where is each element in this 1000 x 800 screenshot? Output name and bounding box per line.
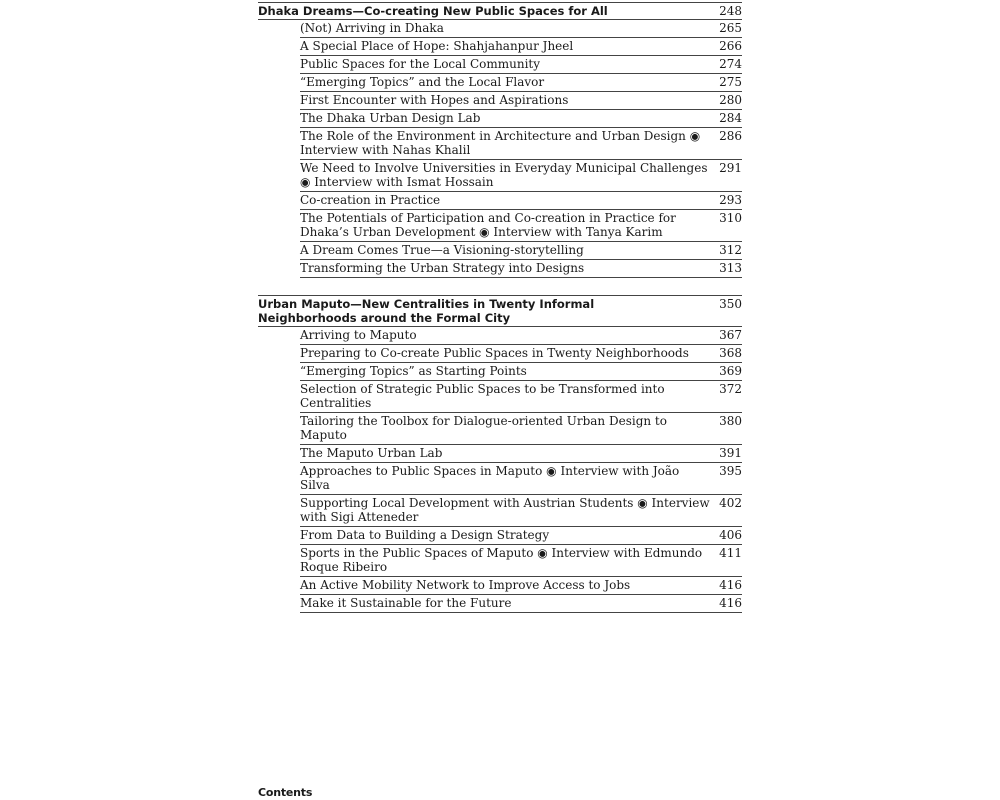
entry-page-number: 265 (719, 21, 742, 35)
entry-title: First Encounter with Hopes and Aspirations (300, 93, 569, 107)
toc-entry[interactable] (300, 20, 742, 38)
entry-page-number: 275 (719, 75, 742, 89)
toc-entry[interactable] (300, 38, 742, 56)
entry-title: Supporting Local Development with Austrian Students ◉ Interview with Sigi Atteneder (300, 496, 710, 524)
entry-page-number: 313 (719, 261, 742, 275)
section-heading[interactable] (258, 3, 742, 20)
entry-title: Transforming the Urban Strategy into Designs (300, 261, 585, 275)
entry-page-number: 391 (719, 446, 742, 460)
toc-entry[interactable] (300, 545, 742, 577)
entry-title: Public Spaces for the Local Community (300, 57, 541, 71)
entry-page-number: 372 (719, 382, 742, 396)
entry-title: The Maputo Urban Lab (300, 446, 443, 460)
entry-page-number: 266 (719, 39, 742, 53)
toc-entry[interactable] (300, 527, 742, 545)
entry-page-number: 293 (719, 193, 742, 207)
entry-title: An Active Mobility Network to Improve Access to Jobs (300, 578, 631, 592)
toc-entry[interactable] (300, 160, 742, 192)
toc-entry[interactable] (300, 577, 742, 595)
entry-title: A Dream Comes True—a Visioning-storytelling (300, 243, 584, 257)
entry-page-number: 395 (719, 464, 742, 478)
entry-title: Selection of Strategic Public Spaces to be Transformed into Centralities (300, 382, 665, 410)
entry-title: (Not) Arriving in Dhaka (300, 21, 444, 35)
toc-entry[interactable] (300, 345, 742, 363)
section-title: Dhaka Dreams—Co-creating New Public Spaces for All (258, 4, 608, 18)
entry-page-number: 367 (719, 328, 742, 342)
toc-section-maputo (258, 295, 742, 613)
entry-page-number: 310 (719, 211, 742, 225)
section-page-number: 350 (719, 297, 742, 311)
section-page-number: 248 (719, 4, 742, 18)
table-of-contents (258, 2, 742, 630)
entry-title: The Potentials of Participation and Co-creation in Practice for Dhaka’s Urban Development ◉ Interview with Tanya Karim (300, 211, 676, 239)
entry-page-number: 274 (719, 57, 742, 71)
toc-entry[interactable] (300, 128, 742, 160)
entry-title: The Role of the Environment in Architecture and Urban Design ◉ Interview with Nahas Khalil (300, 129, 701, 157)
toc-entry[interactable] (300, 110, 742, 128)
entry-page-number: 284 (719, 111, 742, 125)
entry-page-number: 280 (719, 93, 742, 107)
toc-entry[interactable] (300, 327, 742, 345)
entry-title: “Emerging Topics” as Starting Points (300, 364, 527, 378)
section-title: Urban Maputo—New Centralities in Twenty Informal Neighborhoods around the Formal City (258, 297, 595, 325)
toc-entry[interactable] (300, 595, 742, 613)
entry-title: Arriving to Maputo (300, 328, 417, 342)
entry-page-number: 369 (719, 364, 742, 378)
entry-title: Preparing to Co-create Public Spaces in Twenty Neighborhoods (300, 346, 689, 360)
toc-entry[interactable] (300, 242, 742, 260)
entry-page-number: 368 (719, 346, 742, 360)
entry-title: Approaches to Public Spaces in Maputo ◉ Interview with João Silva (300, 464, 680, 492)
toc-entry[interactable] (300, 210, 742, 242)
entry-page-number: 411 (719, 546, 742, 560)
toc-entry[interactable] (300, 56, 742, 74)
entry-page-number: 416 (719, 596, 742, 610)
entry-page-number: 380 (719, 414, 742, 428)
toc-entry[interactable] (300, 363, 742, 381)
entry-title: From Data to Building a Design Strategy (300, 528, 550, 542)
toc-entry[interactable] (300, 74, 742, 92)
toc-entry[interactable] (300, 92, 742, 110)
toc-entry[interactable] (300, 463, 742, 495)
entry-title: A Special Place of Hope: Shahjahanpur Jheel (300, 39, 574, 53)
entry-page-number: 402 (719, 496, 742, 510)
entry-page-number: 406 (719, 528, 742, 542)
entry-page-number: 416 (719, 578, 742, 592)
toc-entry[interactable] (300, 445, 742, 463)
entry-title: The Dhaka Urban Design Lab (300, 111, 481, 125)
toc-entry[interactable] (300, 260, 742, 278)
entry-page-number: 286 (719, 129, 742, 143)
running-footer: Contents (258, 786, 313, 799)
toc-entry[interactable] (300, 495, 742, 527)
toc-entry[interactable] (300, 381, 742, 413)
entry-page-number: 312 (719, 243, 742, 257)
entry-title: We Need to Involve Universities in Everyday Municipal Challenges ◉ Interview with Ismat Hossain (300, 161, 708, 189)
entry-page-number: 291 (719, 161, 742, 175)
entry-title: Sports in the Public Spaces of Maputo ◉ Interview with Edmundo Roque Ribeiro (300, 546, 703, 574)
entry-title: Co-creation in Practice (300, 193, 441, 207)
toc-entry[interactable] (300, 413, 742, 445)
entry-title: Tailoring the Toolbox for Dialogue-oriented Urban Design to Maputo (300, 414, 667, 442)
toc-section-dhaka (258, 2, 742, 278)
toc-entry[interactable] (300, 192, 742, 210)
entry-title: “Emerging Topics” and the Local Flavor (300, 75, 545, 89)
entry-title: Make it Sustainable for the Future (300, 596, 512, 610)
section-heading[interactable] (258, 296, 742, 327)
